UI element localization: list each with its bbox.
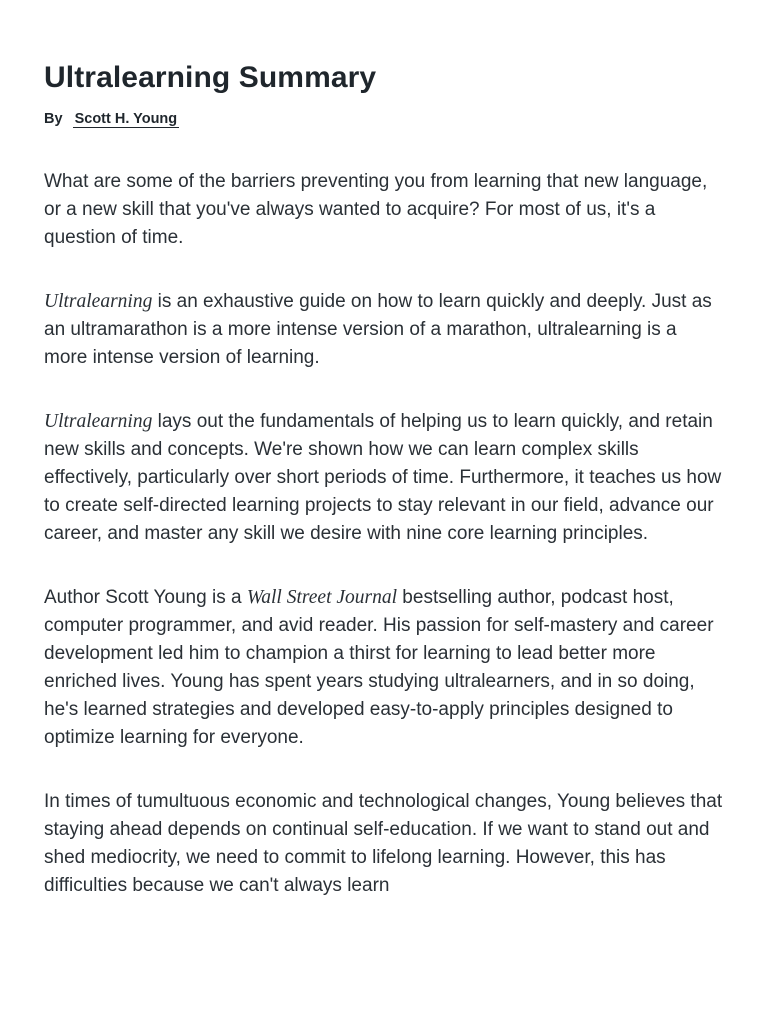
- byline: [44, 108, 724, 130]
- book-title-italic: Ultralearning: [44, 291, 153, 312]
- book-title-italic: Ultralearning: [44, 411, 153, 432]
- paragraph-overview: [44, 288, 724, 372]
- publication-italic: Wall Street Journal: [246, 587, 398, 608]
- article: [44, 58, 724, 936]
- paragraph-text: In times of tumultuous economic and technological changes, Young believes that staying ahead depends on continual self-education. If we want to stand out and shed mediocrity, we need to commit to lifelong learning. However, this has difficulties because we can't always learn: [44, 791, 723, 896]
- byline-prefix: By: [44, 111, 63, 127]
- paragraph-text: What are some of the barriers preventing you from learning that new language, or a new skill that you've always wanted to acquire? For most of us, it's a question of time.: [44, 171, 708, 248]
- author-link[interactable]: Scott H. Young: [74, 111, 178, 127]
- paragraph-intro: [44, 168, 724, 252]
- paragraph-author-bio: [44, 584, 724, 752]
- paragraph-text: is an exhaustive guide on how to learn quickly and deeply. Just as an ultramarathon is a more intense version of a marathon, ultralearning is a more intense version of learning.: [44, 291, 712, 368]
- paragraph-text-after: bestselling author, podcast host, computer programmer, and avid reader. His passion for self-mastery and career development led him to champion a thirst for learning to lead better more enriched lives. Young has spent years studying ultralearners, and in so doing, he's learned strategies and developed easy-to-apply principles designed to optimize learning for everyone.: [44, 587, 714, 748]
- paragraph-fundamentals: [44, 408, 724, 548]
- paragraph-text-before: Author Scott Young is a: [44, 587, 247, 608]
- page-title: Ultralearning Summary: [44, 61, 377, 94]
- paragraph-context: [44, 788, 724, 900]
- paragraph-text: lays out the fundamentals of helping us to learn quickly, and retain new skills and concepts. We're shown how we can learn complex skills effectively, particularly over short periods of time. Furthermore, it teaches us how to create self-directed learning projects to stay relevant in our field, advance our career, and master any skill we desire with nine core learning principles.: [44, 411, 722, 544]
- article-body: [44, 168, 724, 900]
